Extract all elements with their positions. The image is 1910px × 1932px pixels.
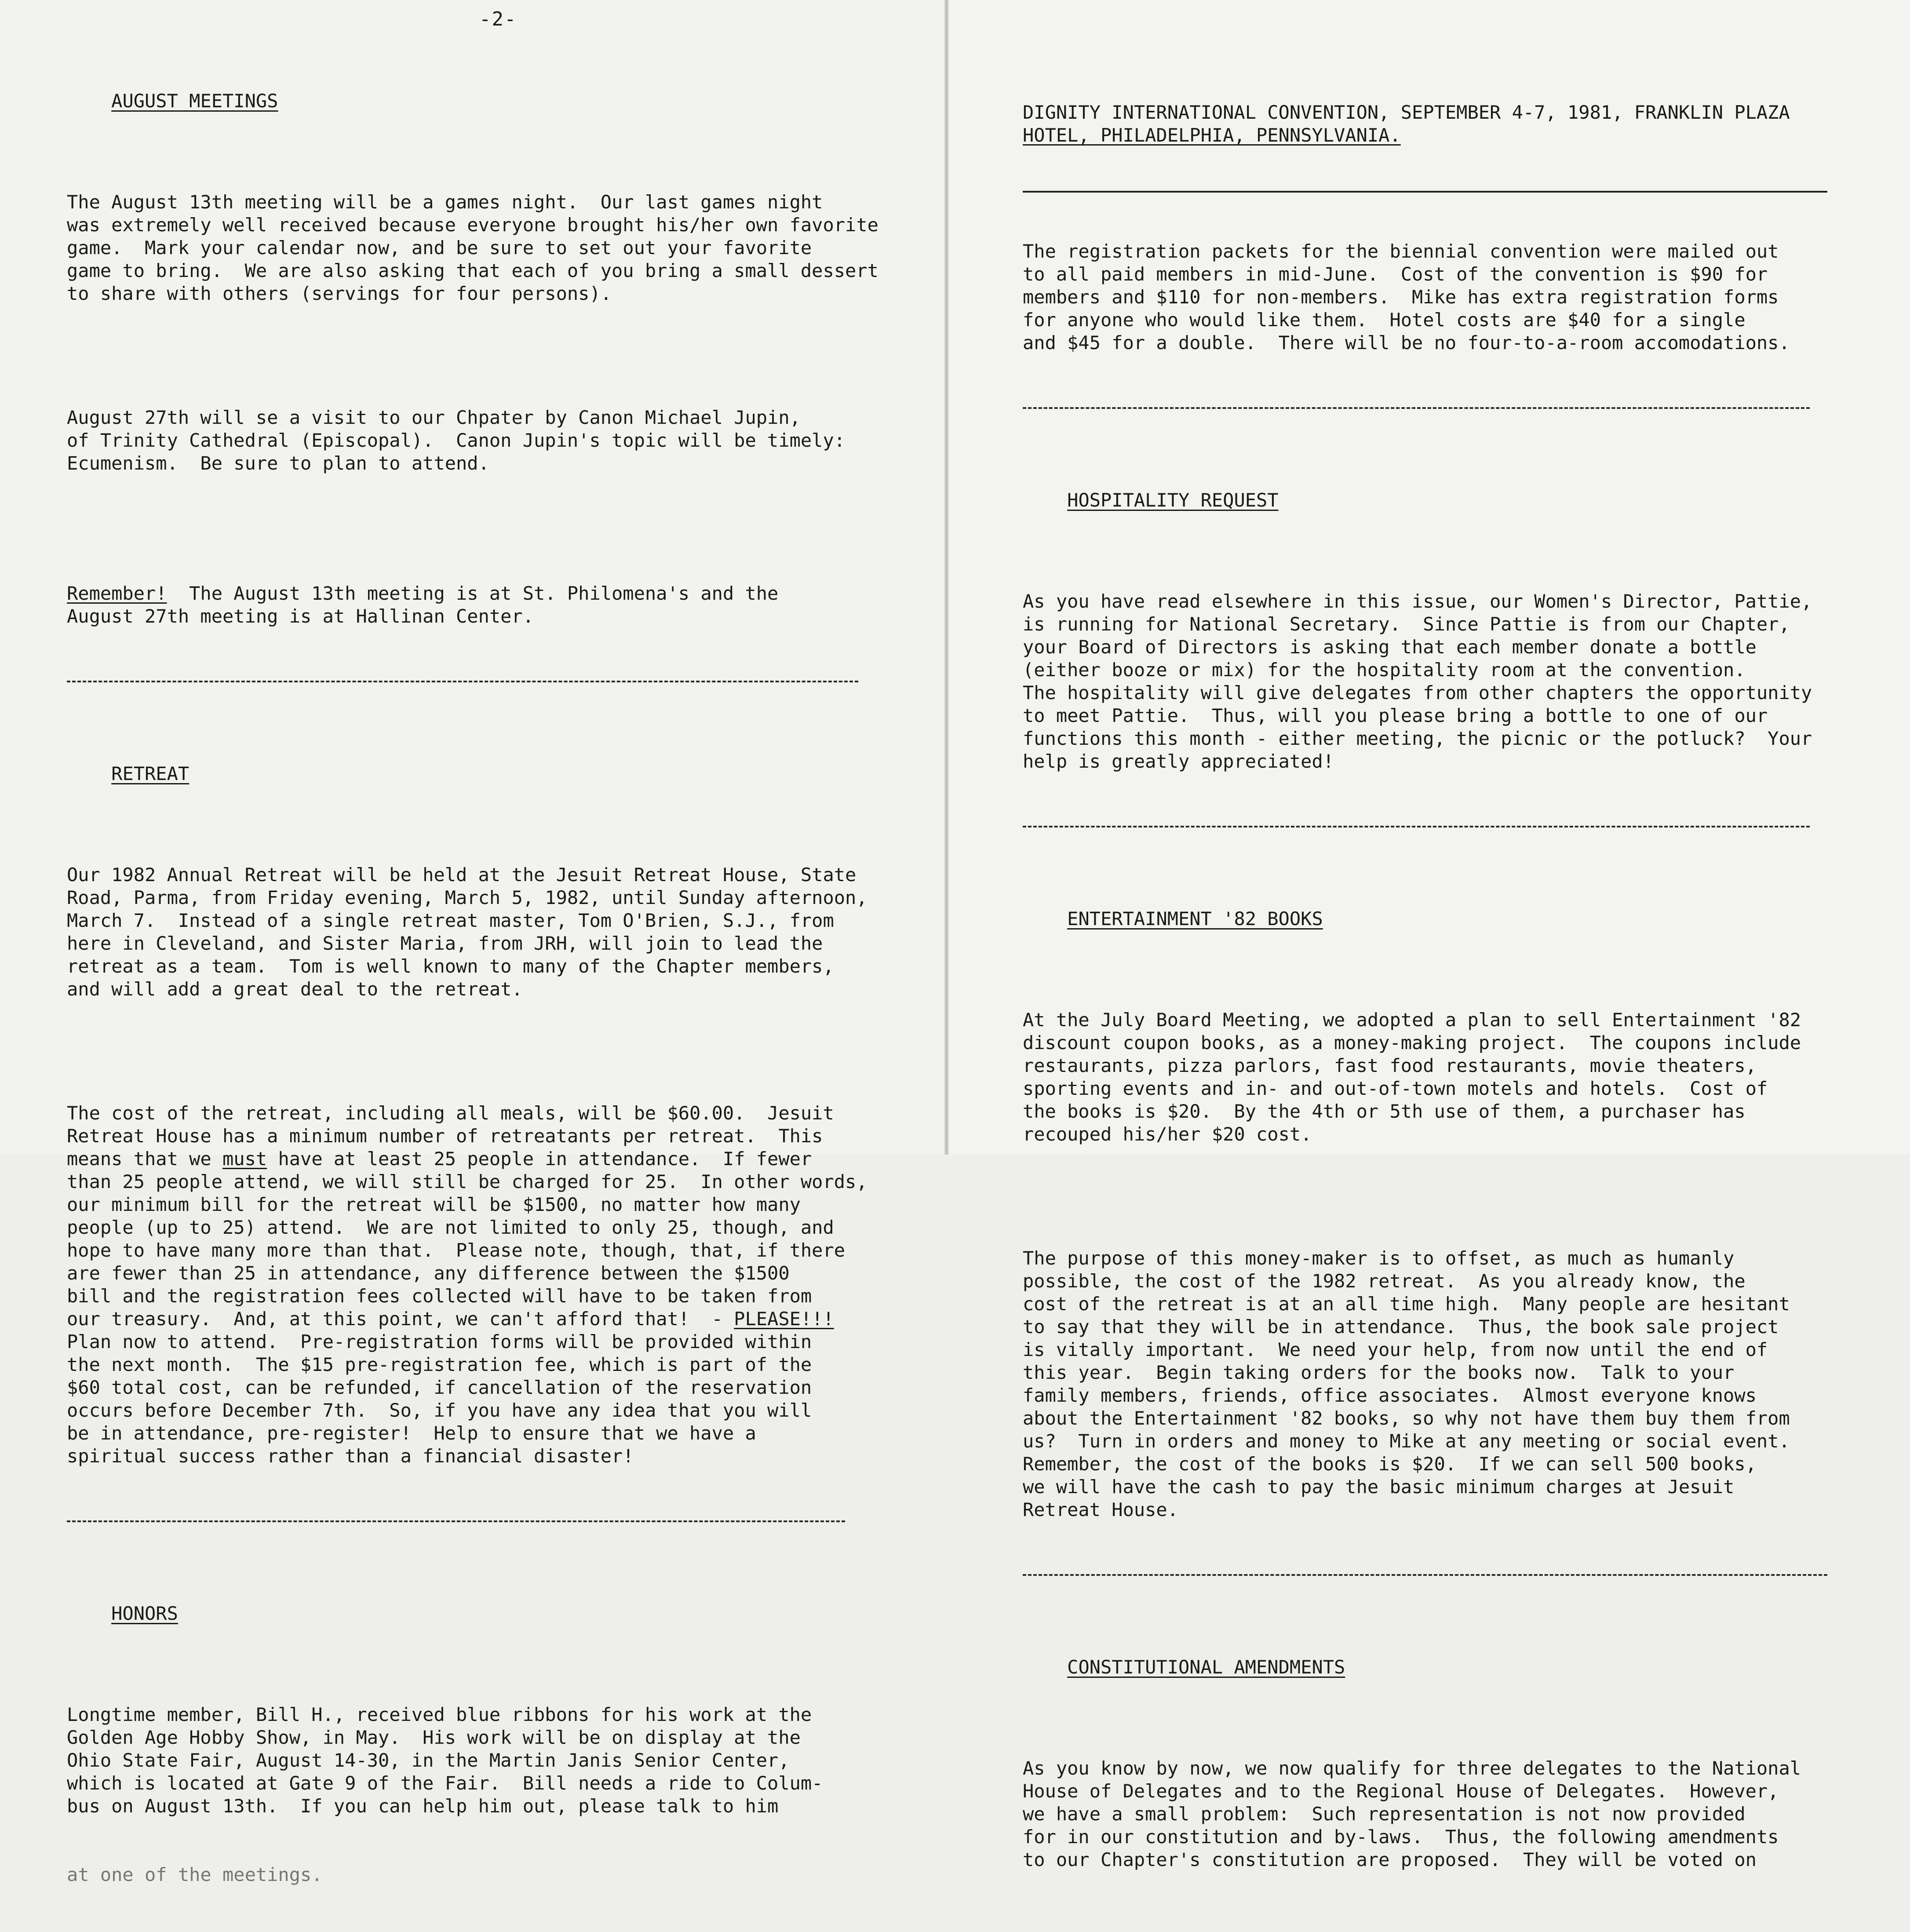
retreat-para-2 bbox=[67, 1102, 878, 1468]
august-meetings-para-2: August 27th will se a visit to our Chpater by Canon Michael Jupin, of Trinity Cathedral (Episcopal). Canon Jupin's topic will be timely: Ecumenism. Be sure to plan to attend. bbox=[67, 407, 846, 474]
please-emphasis: PLEASE!!! bbox=[734, 1308, 834, 1330]
section-divider bbox=[1023, 826, 1810, 827]
honors-para-1: Longtime member, Bill H., received blue ribbons for his work at the Golden Age Hobby Show, in May. His work will be on display at the Ohio State Fair, August 14-30, in the Martin Janis Senior Center, which is located at Gate 9 of the Fair. Bill needs a ride to Colum- bus on August 13th. If you can help him out, please talk to him bbox=[67, 1704, 823, 1817]
must-emphasis: must bbox=[222, 1148, 267, 1170]
convention-para-1: The registration packets for the biennial convention were mailed out to all paid members in mid-June. Cost of the convention is $90 for members and $110 for non-members. Mike has extra registration forms for anyone who would like them. Hotel costs are $40 for a single and $45 for a double. There will be no four-to-a-room accomodations. bbox=[1023, 241, 1790, 354]
left-page bbox=[0, 0, 945, 1885]
retreat-please-pre: our treasury. And, at this point, we can't afford that! - bbox=[67, 1308, 734, 1330]
retreat-para-2-line-3-pre: means that we bbox=[67, 1148, 223, 1170]
entertainment-para-2: The purpose of this money-maker is to offset, as much as humanly possible, the cost of the 1982 retreat. As you already know, the cost of the retreat is at an all time high. Many people are hesitant to say that they will be in attendance. Thus, the book sale project is vitally important. We need your help, from now until the end of this year. Begin taking orders for the books now. Talk to your family members, friends, office associates. Almost everyone knows about the Entertainment '82 books, so why not have them buy them from us? Turn in orders and money to Mike at any meeting or social event. Remember, the cost of the books is $20. If we can sell 500 books, we will have the cash to pay the basic minimum charges at Jesuit Retreat House. bbox=[1023, 1247, 1790, 1520]
convention-title-line-1: DIGNITY INTERNATIONAL CONVENTION, SEPTEMBER 4-7, 1981, FRANKLIN PLAZA bbox=[1023, 102, 1790, 123]
august-meetings-remember bbox=[67, 582, 878, 628]
right-column bbox=[1023, 33, 1827, 1917]
remember-label: Remember! bbox=[67, 583, 167, 604]
section-divider bbox=[67, 681, 858, 682]
remember-line-1: The August 13th meeting is at St. Philomena's and the bbox=[167, 583, 779, 604]
august-meetings-heading: AUGUST MEETINGS bbox=[111, 90, 278, 112]
remember-line-2: August 27th meeting is at Hallinan Center. bbox=[67, 605, 534, 627]
retreat-para-2-tail: Plan now to attend. Pre-registration forms will be provided within the next month. The $15 pre-registration fee, which is part of the $60 total cost, can be refunded, if cancellation of the reservation occurs before December 7th. So, if you have any idea that you will be in attendance, pre-register! Help to ensure that we have a spiritual success rather than a financial disaster! bbox=[67, 1331, 812, 1467]
page-number: -2- bbox=[479, 8, 517, 30]
honors-cutoff-line: at one of the meetings. bbox=[67, 1864, 323, 1885]
retreat-para-2-line-3-post: have at least 25 people in attendance. If fewer bbox=[267, 1148, 812, 1170]
right-page bbox=[949, 0, 1910, 1870]
section-divider bbox=[1023, 407, 1810, 409]
constitutional-para-1: As you know by now, we now qualify for three delegates to the National House of Delegates and to the Regional House of Delegates. However, we have a small problem: Such representation is not now provided for in our constitution and by-laws. Thus, the following amendments to our Chapter's constitution are proposed. They will be voted on bbox=[1023, 1757, 1801, 1870]
constitutional-heading: CONSTITUTIONAL AMENDMENTS bbox=[1067, 1656, 1345, 1678]
convention-title-line-2: HOTEL, PHILADELPHIA, PENNSYLVANIA. bbox=[1023, 124, 1401, 146]
hospitality-para-1: As you have read elsewhere in this issue, our Women's Director, Pattie, is running for National Secretary. Since Pattie is from our Chapter, your Board of Directors is asking that each member donate a bottle (either booze or mix) for the hospitality room at the convention. The hospitality will give delegates from other chapters the opportunity to meet Pattie. Thus, will you please bring a bottle to one of our functions this month - either meeting, the picnic or the potluck? Your help is greatly appreciated! bbox=[1023, 591, 1812, 772]
entertainment-para-1: At the July Board Meeting, we adopted a plan to sell Entertainment '82 discount coupon books, as a money-making project. The coupons include restaurants, pizza parlors, fast food restaurants, movie theaters, sporting events and in- and out-of-town motels and hotels. Cost of the books is $20. By the 4th or 5th use of them, a purchaser has recouped his/her $20 cost. bbox=[1023, 1009, 1801, 1145]
section-divider bbox=[67, 1520, 845, 1522]
retreat-para-2-line-2: Retreat House has a minimum number of retreatants per retreat. This bbox=[67, 1125, 823, 1147]
retreat-para-2-line-1: The cost of the retreat, including all meals, will be $60.00. Jesuit bbox=[67, 1102, 834, 1124]
retreat-para-2-body: than 25 people attend, we will still be charged for 25. In other words, our minimum bill for the retreat will be $1500, no matter how many people (up to 25) attend. We are not limited to only 25, though, and hope to have many more than that. Please note, though, that, if there are fewer than 25 in attendance, any difference between the $1500 bill and the registration fees collected will have to be taken from bbox=[67, 1171, 868, 1307]
left-column bbox=[67, 44, 878, 1932]
hospitality-heading: HOSPITALITY REQUEST bbox=[1067, 489, 1279, 511]
section-divider bbox=[1023, 1574, 1827, 1576]
convention-title bbox=[1023, 101, 1827, 147]
entertainment-heading: ENTERTAINMENT '82 BOOKS bbox=[1067, 908, 1323, 930]
august-meetings-para-1: The August 13th meeting will be a games night. Our last games night was extremely well received because everyone brought his/her own favorite game. Mark your calendar now, and be sure to set out your favorite game to bring. We are also asking that each of you bring a small dessert to share with others (servings for four persons). bbox=[67, 191, 878, 304]
retreat-para-1: Our 1982 Annual Retreat will be held at the Jesuit Retreat House, State Road, Parma, from Friday evening, March 5, 1982, until Sunday afternoon, March 7. Instead of a single retreat master, Tom O'Brien, S.J., from here in Cleveland, and Sister Maria, from JRH, will join to lead the retreat as a team. Tom is well known to many of the Chapter members, and will add a great deal to the retreat. bbox=[67, 864, 868, 1000]
convention-title-rule bbox=[1023, 191, 1827, 193]
honors-heading: HONORS bbox=[111, 1603, 178, 1624]
retreat-heading: RETREAT bbox=[111, 763, 190, 784]
